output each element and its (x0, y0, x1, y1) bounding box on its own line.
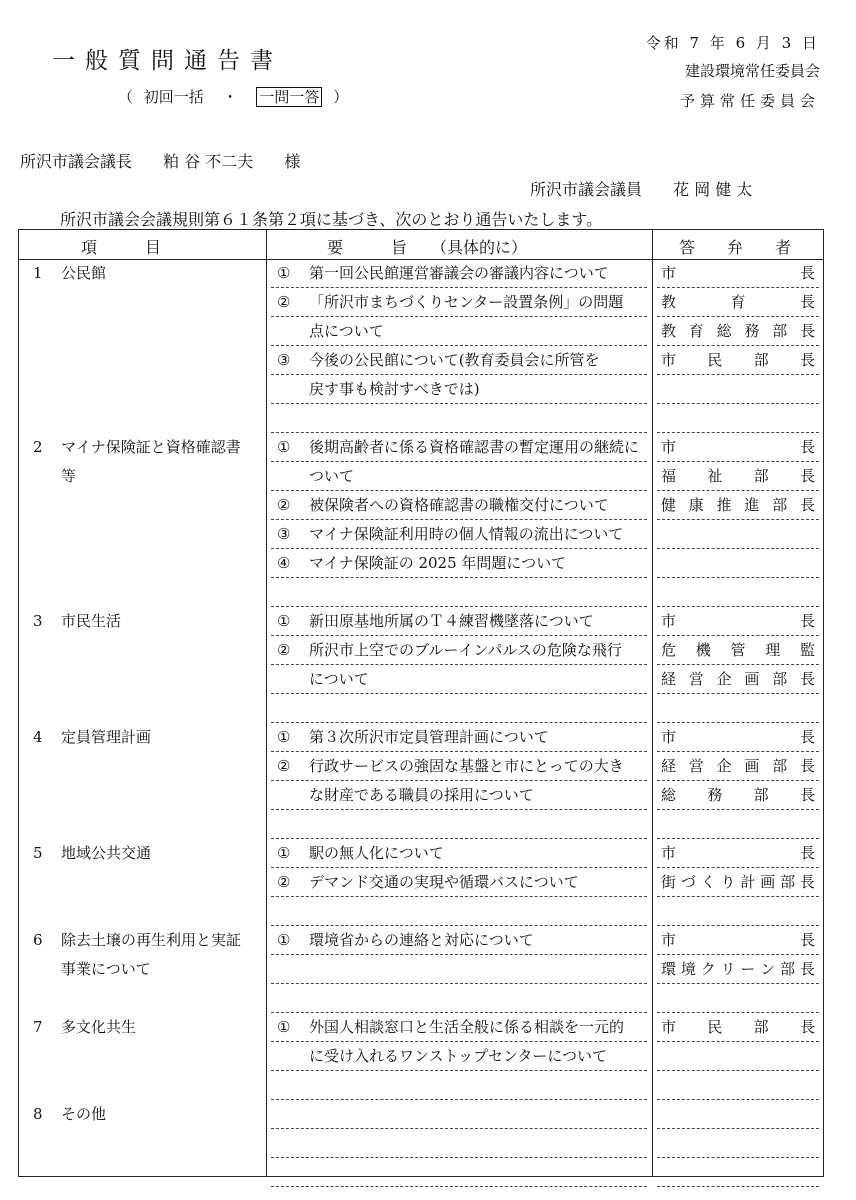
gist-text: 環境省からの連絡と対応について (309, 931, 534, 949)
gist-text: 「所沢市まちづくりセンター設置条例」の問題 (309, 293, 624, 311)
gist-text: マイナ保険証利用時の個人情報の流出について (309, 525, 624, 543)
gist-text: 駅の無人化について (309, 844, 444, 862)
gist-text: 第３次所沢市定員管理計画について (309, 728, 549, 746)
gist-text: 今後の公民館について(教育委員会に所管を (309, 351, 600, 369)
header-item: 項 目 (81, 238, 162, 257)
item-title: 定員管理計画 (61, 728, 152, 746)
answerer-name: 危 機 管 理 監 (661, 641, 815, 659)
item-title: 市民生活 (61, 612, 122, 630)
column-divider-answerer (652, 230, 653, 1176)
row-separator (657, 577, 819, 578)
gist-number: ① (277, 264, 291, 282)
sender-role: 所沢市議会議員 (530, 180, 643, 199)
item-title: その他 (61, 1105, 107, 1123)
row-separator (271, 1186, 647, 1187)
row-separator (271, 1099, 647, 1100)
gist-text: 戻す事も検討すべきでは) (309, 380, 480, 398)
item-number: 6 (33, 931, 43, 949)
item-number: 7 (33, 1018, 43, 1036)
item-title: 地域公共交通 (61, 844, 152, 862)
answerer-name: 総 務 部 長 (661, 786, 815, 804)
gist-text: 後期高齢者に係る資格確認書の暫定運用の継続に (309, 438, 640, 456)
gist-text: に受け入れるワンストップセンターについて (309, 1047, 608, 1065)
item-title: 除去土壌の再生利用と実証 (61, 931, 242, 949)
gist-text: 第一回公民館運営審議会の審議内容について (309, 264, 609, 282)
row-separator (657, 403, 819, 404)
gist-text: 所沢市上空でのブルーインパルスの危険な飛行 (309, 641, 622, 659)
sender-name: 花 岡 健 太 (673, 180, 753, 199)
gist-number: ① (277, 844, 291, 862)
gist-number: ② (277, 641, 291, 659)
intro-text: 所沢市議会会議規則第６１条第２項に基づき、次のとおり通告いたします。 (60, 210, 603, 229)
gist-number: ① (277, 438, 291, 456)
mode-open-paren: （ (118, 88, 134, 106)
item-number: 4 (33, 728, 43, 746)
answerer-name: 教 育 長 (661, 293, 815, 311)
committee-name-1: 建設環境常任委員会 (684, 62, 820, 80)
gist-text: について (309, 670, 369, 688)
answerer-name: 市 長 (661, 264, 815, 282)
item-number: 8 (33, 1105, 43, 1123)
answer-mode-line (118, 86, 348, 107)
item-number: 3 (33, 612, 43, 630)
gist-number: ③ (277, 525, 291, 543)
gist-number: ① (277, 931, 291, 949)
addressee-name: 粕 谷 不二夫 (163, 152, 254, 171)
gist-text: ついて (309, 467, 355, 485)
item-title: マイナ保険証と資格確認書 (61, 438, 241, 456)
gist-text: 行政サービスの強固な基盤と市にとっての大き (309, 757, 624, 775)
sender (530, 177, 778, 200)
answerer-name: 教 育 総 務 部 長 (661, 322, 815, 340)
gist-text: な財産である職員の採用について (309, 786, 534, 804)
gist-number: ① (277, 728, 291, 746)
header-answerer: 答 弁 者 (679, 238, 792, 257)
row-separator (657, 1070, 819, 1071)
document-title: 一般質問通告書 (52, 48, 283, 74)
gist-number: ① (277, 612, 291, 630)
row-separator (271, 1128, 647, 1129)
gist-number: ② (277, 873, 291, 891)
gist-number: ③ (277, 351, 291, 369)
gist-text: 被保険者への資格確認書の職権交付について (309, 496, 609, 514)
gist-number: ② (277, 757, 291, 775)
header-gist: 要 旨 （具体的に） (327, 238, 528, 257)
answerer-name: 街 づ く り 計 画 部 長 (661, 873, 815, 891)
committee-name-2: 予算常任委員会 (679, 92, 820, 110)
answerer-name: 市 長 (661, 612, 815, 630)
row-separator (657, 1128, 819, 1129)
row-separator (657, 1186, 819, 1187)
gist-number: ② (277, 496, 291, 514)
answerer-name: 経 営 企 画 部 長 (661, 670, 815, 688)
gist-text: 新田原基地所属のＴ４練習機墜落について (309, 612, 594, 630)
answerer-name: 市 長 (661, 728, 815, 746)
gist-number: ② (277, 293, 291, 311)
gist-text: 外国人相談窓口と生活全般に係る相談を一元的 (309, 1018, 625, 1036)
item-title: 事業について (61, 960, 151, 978)
row-separator (657, 1157, 819, 1158)
item-number: 2 (33, 438, 43, 456)
column-divider-item (266, 230, 267, 1176)
gist-text: デマンド交通の実現や循環バスについて (309, 873, 579, 891)
answerer-name: 市 民 部 長 (661, 351, 815, 369)
gist-text: 点について (309, 322, 384, 340)
answerer-name: 健 康 推 進 部 長 (661, 496, 815, 514)
answerer-name: 市 長 (661, 931, 815, 949)
answerer-name: 環 境 ク リ ー ン 部 長 (661, 960, 815, 978)
answerer-name: 市 長 (661, 844, 815, 862)
answerer-name: 福 祉 部 長 (661, 467, 815, 485)
question-table (18, 229, 824, 1177)
answerer-name: 市 長 (661, 438, 815, 456)
mode-separator: ・ (222, 88, 238, 106)
row-separator (657, 548, 819, 549)
gist-text: マイナ保険証の 2025 年問題について (309, 554, 567, 572)
mode-option-batch: 初回一括 (143, 88, 204, 106)
mode-option-one-by-one: 一問一答 (256, 87, 322, 107)
gist-number: ① (277, 1018, 291, 1036)
item-number: 1 (33, 264, 43, 282)
mode-close-paren: ） (333, 88, 349, 106)
item-title: 等 (61, 467, 77, 485)
row-separator (657, 1099, 819, 1100)
addressee (20, 149, 326, 172)
answerer-name: 経 営 企 画 部 長 (661, 757, 815, 775)
addressee-honorific: 様 (284, 152, 301, 171)
item-number: 5 (33, 844, 43, 862)
item-title: 多文化共生 (61, 1018, 137, 1036)
addressee-role: 所沢市議会議長 (20, 152, 133, 171)
document-date: 令和 7 年 6 月 3 日 (645, 34, 820, 52)
row-separator (271, 983, 647, 984)
item-title: 公民館 (61, 264, 107, 282)
gist-number: ④ (277, 554, 291, 572)
row-separator (271, 1157, 647, 1158)
answerer-name: 市 民 部 長 (661, 1018, 815, 1036)
